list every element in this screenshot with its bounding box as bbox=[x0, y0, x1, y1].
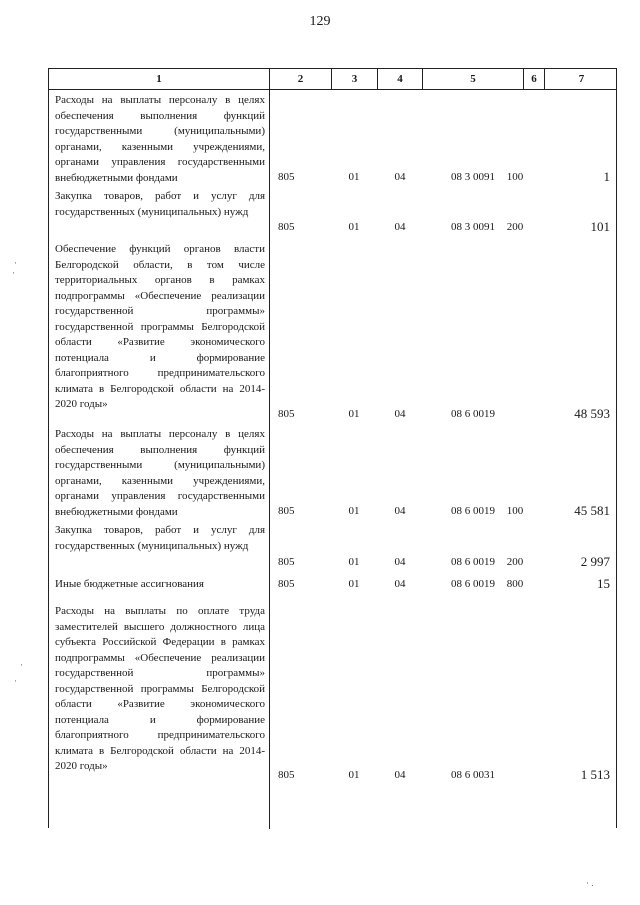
cell-amount: 1 513 bbox=[580, 767, 610, 782]
header-col-5: 5 bbox=[470, 73, 476, 85]
cell-admin-code: 805 bbox=[278, 221, 295, 233]
row-description: Закупка товаров, работ и услуг для государственных (муниципальных) нужд bbox=[55, 524, 265, 552]
cell-admin-code: 805 bbox=[278, 556, 295, 568]
cell-target-article: 08 6 0019 bbox=[451, 408, 495, 420]
cell-expense-type: 100 bbox=[506, 171, 524, 183]
cell-admin-code: 805 bbox=[278, 505, 295, 517]
cell-target-article: 08 6 0031 bbox=[451, 769, 495, 781]
cell-target-article: 08 6 0019 bbox=[451, 505, 495, 517]
budget-table bbox=[48, 68, 617, 828]
cell-expense-type: 100 bbox=[506, 505, 524, 517]
cell-target-article: 08 3 0091 bbox=[451, 221, 495, 233]
page-number: 129 bbox=[309, 14, 331, 29]
cell-amount: 45 581 bbox=[574, 503, 610, 518]
cell-amount: 1 bbox=[603, 169, 610, 184]
scan-speck: · bbox=[12, 268, 15, 278]
cell-admin-code: 805 bbox=[278, 408, 295, 420]
cell-amount: 48 593 bbox=[574, 406, 610, 421]
cell-section: 01 bbox=[348, 171, 360, 183]
cell-subsection: 04 bbox=[394, 221, 406, 233]
cell-subsection: 04 bbox=[394, 769, 406, 781]
row-description: Расходы на выплаты персоналу в целях обеспечения выполнения функций государственными (муниципальными) органами, казенными учреждениями, органами управления государственными внебюджетными фондами bbox=[55, 428, 265, 518]
row-description: Иные бюджетные ассигнования bbox=[55, 578, 204, 590]
row-description: Закупка товаров, работ и услуг для государственных (муниципальных) нужд bbox=[55, 190, 265, 218]
cell-amount: 101 bbox=[590, 219, 610, 234]
scan-speck: · bbox=[20, 660, 23, 670]
cell-amount: 2 997 bbox=[580, 554, 610, 569]
header-col-4: 4 bbox=[397, 73, 403, 85]
row-description: Расходы на выплаты персоналу в целях обеспечения выполнения функций государственными (муниципальными) органами, казенными учреждениями, органами управления государственными внебюджетными фондами bbox=[55, 94, 265, 184]
cell-target-article: 08 6 0019 bbox=[451, 556, 495, 568]
cell-subsection: 04 bbox=[394, 408, 406, 420]
cell-subsection: 04 bbox=[394, 556, 406, 568]
header-col-6: 6 bbox=[531, 73, 537, 85]
cell-section: 01 bbox=[348, 221, 360, 233]
row-description: Расходы на выплаты по оплате труда заместителей высшего должностного лица субъекта Российской Федерации в рамках подпрограммы «Обеспечение реализации государственной программы» государственной программы Белгородской области «Развитие экономического потенциала и формирование благоприятного предпринимательского климата в Белгородской области на 2014-2020 годы» bbox=[55, 605, 265, 772]
cell-expense-type: 200 bbox=[506, 556, 524, 568]
cell-section: 01 bbox=[348, 769, 360, 781]
scan-speck: · bbox=[14, 676, 17, 686]
cell-target-article: 08 6 0019 bbox=[451, 578, 495, 590]
cell-target-article: 08 3 0091 bbox=[451, 171, 495, 183]
cell-subsection: 04 bbox=[394, 171, 406, 183]
cell-section: 01 bbox=[348, 505, 360, 517]
table-header bbox=[49, 69, 616, 90]
header-col-7: 7 bbox=[578, 73, 585, 85]
cell-admin-code: 805 bbox=[278, 769, 295, 781]
header-col-1: 1 bbox=[156, 73, 162, 85]
header-col-2: 2 bbox=[297, 73, 304, 85]
cell-section: 01 bbox=[348, 408, 360, 420]
scan-speck: · bbox=[14, 258, 17, 268]
scan-speck: · . bbox=[586, 878, 594, 888]
cell-amount: 15 bbox=[597, 576, 610, 591]
cell-expense-type: 200 bbox=[506, 221, 524, 233]
cell-section: 01 bbox=[348, 578, 360, 590]
cell-section: 01 bbox=[348, 556, 360, 568]
column-divider bbox=[269, 69, 270, 829]
cell-admin-code: 805 bbox=[278, 171, 295, 183]
cell-subsection: 04 bbox=[394, 578, 406, 590]
header-col-3: 3 bbox=[351, 73, 358, 85]
cell-expense-type: 800 bbox=[506, 578, 524, 590]
cell-admin-code: 805 bbox=[278, 578, 295, 590]
row-description: Обеспечение функций органов власти Белгородской области, в том числе территориальных органов в рамках подпрограммы «Обеспечение реализации государственной программы» государственной программы Белгородской области «Развитие экономического потенциала и формирование благоприятного предпринимательского климата в Белгородской области на 2014-2020 годы» bbox=[55, 243, 265, 410]
cell-subsection: 04 bbox=[394, 505, 406, 517]
